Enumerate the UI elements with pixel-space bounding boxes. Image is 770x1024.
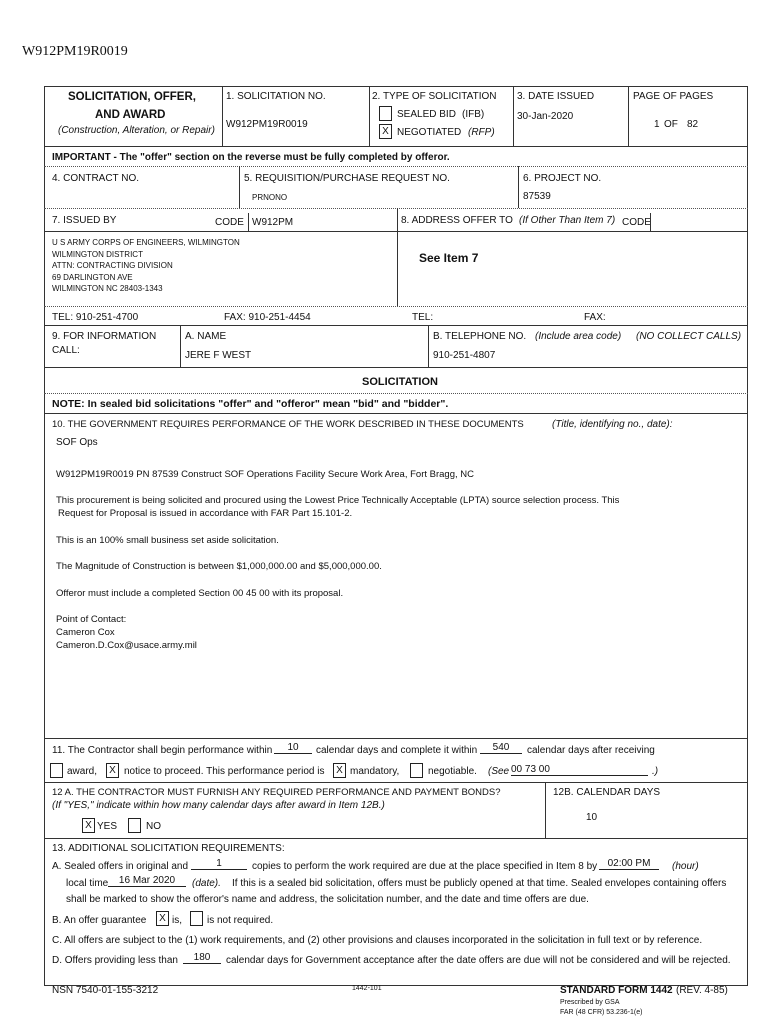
- important-notice: IMPORTANT - The "offer" section on the reverse must be fully completed by offeror.: [52, 152, 450, 163]
- type-of-solicitation-label: 2. TYPE OF SOLICITATION: [372, 91, 497, 102]
- bonds-yes-label: YES: [97, 821, 118, 832]
- issuer-line: WILMINGTON NC 28403-1343: [52, 284, 163, 293]
- calendar-days-label: 12B. CALENDAR DAYS: [553, 787, 661, 798]
- issuer-line: 69 DARLINGTON AVE: [52, 272, 133, 282]
- rule: [44, 367, 748, 368]
- offer-tel: TEL:: [412, 312, 434, 323]
- rule: [44, 838, 748, 839]
- solicitation-no-label: 1. SOLICITATION NO.: [226, 91, 326, 102]
- divider: [397, 208, 398, 306]
- info-call-label2: CALL:: [52, 345, 80, 356]
- ntp-label: notice to proceed. This performance period is: [124, 766, 325, 777]
- requisition-no-value: PRNONO: [252, 193, 288, 202]
- req-b-text-1: B. An offer guarantee: [52, 915, 147, 926]
- work-desc-p4: The Magnitude of Construction is between $1,000,000.00 and $5,000,000.00.: [56, 561, 382, 572]
- rule: [44, 738, 748, 739]
- issued-by-label: 7. ISSUED BY: [52, 215, 117, 226]
- negotiable-checkbox[interactable]: [410, 763, 423, 778]
- requisition-no-label: 5. REQUISITION/PURCHASE REQUEST NO.: [244, 173, 450, 184]
- ntp-checkbox[interactable]: X: [106, 763, 119, 778]
- form-subtitle: (Construction, Alteration, or Repair): [58, 125, 215, 136]
- document-id: W912PM19R0019: [22, 44, 128, 59]
- see-label: (See: [488, 766, 510, 777]
- mandatory-label: mandatory,: [350, 766, 400, 777]
- work-desc-p2b: Request for Proposal is issued in accordance with FAR Part 15.101-2.: [58, 508, 353, 519]
- nsn-number: NSN 7540-01-155-3212: [52, 985, 159, 996]
- sealed-bid-note: NOTE: In sealed bid solicitations "offer" and "offeror" mean "bid" and "bidder".: [52, 398, 449, 410]
- performance-text-3: calendar days after receiving: [527, 745, 655, 756]
- acceptance-days-value[interactable]: 180: [183, 952, 221, 964]
- divider: [239, 166, 240, 208]
- issuer-line: ATTN: CONTRACTING DIVISION: [52, 261, 173, 270]
- req-d-text-1: D. Offers providing less than: [52, 955, 178, 966]
- divider: [248, 213, 249, 231]
- see-reference[interactable]: 00 73 00: [511, 764, 648, 776]
- work-desc-p2a: This procurement is being solicited and procured using the Lowest Price Technically Acceptable (LPTA) source selection process. This: [56, 495, 620, 506]
- address-offer-to-label: 8. ADDRESS OFFER TO: [401, 215, 513, 226]
- see-item-7: See Item 7: [419, 251, 479, 265]
- prescribed-label: Prescribed by GSA: [560, 999, 620, 1006]
- issuer-line: WILMINGTON DISTRICT: [52, 249, 143, 259]
- rule: [44, 306, 748, 307]
- req-a-text-3: local time: [66, 878, 109, 889]
- divider: [513, 86, 514, 146]
- bonds-label: 12 A. THE CONTRACTOR MUST FURNISH ANY REQUIRED PERFORMANCE AND PAYMENT BONDS?: [52, 787, 501, 798]
- form-title-line2: AND AWARD: [95, 109, 166, 121]
- guarantee-is-checkbox[interactable]: X: [156, 911, 169, 926]
- contact-name-value: JERE F WEST: [185, 350, 252, 361]
- mandatory-checkbox[interactable]: X: [333, 763, 346, 778]
- performance-start-days[interactable]: 10: [274, 742, 312, 754]
- project-no-value: 87539: [523, 191, 551, 202]
- req-a-text-5: If this is a sealed bid solicitation, offers must be publicly opened at that time. Sealed envelopes containing offers: [232, 878, 727, 889]
- guarantee-not-checkbox[interactable]: [190, 911, 203, 926]
- telephone-note: (Include area code): [535, 331, 622, 342]
- work-desc-p5: Offeror must include a completed Section 00 45 00 with its proposal.: [56, 588, 344, 599]
- work-description-note: (Title, identifying no., date):: [552, 419, 673, 430]
- copies-value[interactable]: 1: [191, 858, 247, 870]
- solicitation-heading: SOLICITATION: [362, 376, 438, 388]
- sealed-bid-checkbox[interactable]: [379, 106, 392, 121]
- frame-top: [44, 86, 748, 87]
- rule: [44, 208, 748, 209]
- performance-complete-days[interactable]: 540: [480, 742, 522, 754]
- revision-label: (REV. 4-85): [676, 985, 728, 996]
- issuer-address: [52, 237, 240, 295]
- rule: [44, 166, 748, 167]
- see-close: .): [652, 766, 659, 777]
- form-code: 1442-101: [352, 985, 382, 992]
- frame-left: [44, 86, 45, 986]
- date-issued-value: 30-Jan-2020: [517, 111, 574, 122]
- standard-form-label: STANDARD FORM 1442: [560, 985, 673, 996]
- divider: [545, 782, 546, 838]
- negotiable-label: negotiable.: [428, 766, 477, 777]
- page-current: 1: [654, 119, 660, 130]
- issuer-line: U S ARMY CORPS OF ENGINEERS, WILMINGTON: [52, 238, 240, 247]
- telephone-label: B. TELEPHONE NO.: [433, 331, 527, 342]
- bonds-no-label: NO: [146, 821, 161, 832]
- negotiated-checkbox[interactable]: X: [379, 124, 392, 139]
- divider: [222, 86, 223, 146]
- poc-name: Cameron Cox: [56, 627, 115, 638]
- req-a-text-2: copies to perform the work required are due at the place specified in Item 8 by: [252, 861, 598, 872]
- req-d-text-2: calendar days for Government acceptance after the date offers are due will not be considered and will be rejected.: [226, 955, 731, 966]
- telephone-value: 910-251-4807: [433, 350, 496, 361]
- work-desc-p3: This is an 100% small business set aside solicitation.: [56, 535, 279, 546]
- rfp-label: (RFP): [468, 127, 495, 138]
- divider: [428, 325, 429, 367]
- sealed-bid-label: SEALED BID: [397, 109, 456, 120]
- bonds-yes-checkbox[interactable]: X: [82, 818, 95, 833]
- hour-label: (hour): [672, 861, 699, 872]
- page-of-pages-label: PAGE OF PAGES: [633, 91, 714, 102]
- issuer-fax: FAX: 910-251-4454: [224, 312, 311, 323]
- address-offer-note: (If Other Than Item 7): [519, 215, 616, 226]
- divider: [518, 166, 519, 208]
- project-no-label: 6. PROJECT NO.: [523, 173, 602, 184]
- frame-right: [747, 86, 748, 986]
- divider: [180, 325, 181, 367]
- contract-no-label: 4. CONTRACT NO.: [52, 173, 140, 184]
- far-reference: FAR (48 CFR) 53.236-1(e): [560, 1009, 643, 1016]
- negotiated-label: NEGOTIATED: [397, 127, 462, 138]
- divider: [650, 213, 651, 231]
- performance-text-2: calendar days and complete it within: [316, 745, 478, 756]
- req-a-text-1: A. Sealed offers in original and: [52, 861, 189, 872]
- work-title: SOF Ops: [56, 437, 98, 448]
- solicitation-no-value: W912PM19R0019: [226, 119, 308, 130]
- performance-text-1: 11. The Contractor shall begin performance within: [52, 745, 273, 756]
- info-call-label: 9. FOR INFORMATION: [52, 331, 157, 342]
- form-title-line1: SOLICITATION, OFFER,: [68, 91, 196, 103]
- date-issued-label: 3. DATE ISSUED: [517, 91, 595, 102]
- rule: [44, 146, 748, 147]
- additional-req-label: 13. ADDITIONAL SOLICITATION REQUIREMENTS:: [52, 843, 285, 854]
- rule: [44, 782, 748, 783]
- req-b-text-2: is,: [172, 915, 182, 926]
- req-a-text-6: shall be marked to show the offeror's name and address, the solicitation number, and the date and time offers are due.: [66, 894, 589, 905]
- work-desc-p1: W912PM19R0019 PN 87539 Construct SOF Operations Facility Secure Work Area, Fort Bragg, NC: [56, 469, 474, 480]
- calendar-days-value: 10: [586, 812, 598, 823]
- bonds-note: (If "YES," indicate within how many calendar days after award in Item 12B.): [52, 800, 385, 811]
- issued-by-code-label: CODE: [215, 217, 244, 228]
- due-time-value[interactable]: 02:00 PM: [599, 858, 659, 870]
- award-label: award,: [67, 766, 98, 777]
- page-total: 82: [687, 119, 699, 130]
- date-label: (date).: [192, 878, 221, 889]
- poc-label: Point of Contact:: [56, 614, 127, 625]
- divider: [369, 86, 370, 146]
- work-description-label: 10. THE GOVERNMENT REQUIRES PERFORMANCE OF THE WORK DESCRIBED IN THESE DOCUMENTS: [52, 419, 524, 430]
- no-collect-note: (NO COLLECT CALLS): [636, 331, 742, 342]
- due-date-value[interactable]: 16 Mar 2020: [108, 875, 186, 887]
- rule: [44, 325, 748, 326]
- rule: [44, 231, 748, 232]
- award-checkbox[interactable]: [50, 763, 63, 778]
- offer-fax: FAX:: [584, 312, 606, 323]
- rule: [44, 393, 748, 394]
- address-offer-code-label: CODE: [622, 217, 651, 228]
- issuer-tel: TEL: 910-251-4700: [52, 312, 139, 323]
- issued-by-code-value: W912PM: [252, 217, 294, 228]
- poc-email: Cameron.D.Cox@usace.army.mil: [56, 640, 197, 651]
- req-c-text: C. All offers are subject to the (1) work requirements, and (2) other provisions and clauses incorporated in the solicitation in full text or by reference.: [52, 935, 703, 946]
- bonds-no-checkbox[interactable]: [128, 818, 141, 833]
- ifb-label: (IFB): [462, 109, 485, 120]
- rule: [44, 413, 748, 414]
- divider: [628, 86, 629, 146]
- page-of: OF: [664, 119, 678, 130]
- contact-name-label: A. NAME: [185, 331, 227, 342]
- req-b-text-3: is not required.: [207, 915, 274, 926]
